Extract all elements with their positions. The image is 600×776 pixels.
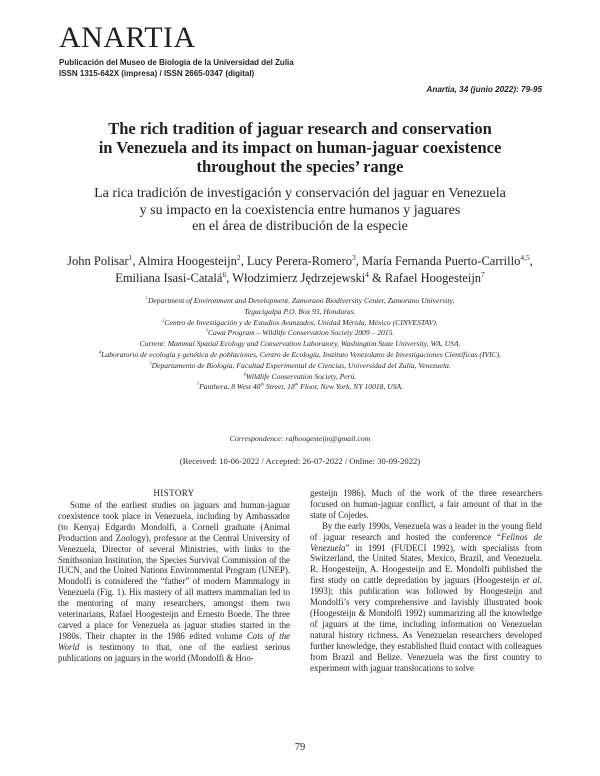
affil-number: 1 [145,295,148,301]
author-affil-mark: 6 [222,269,227,279]
publisher-line: Publicación del Museo de Biología de la Universidad del Zulia [59,58,294,67]
affiliation [40,361,560,372]
affiliation [40,318,560,329]
author-affil-mark: 1 [128,252,133,262]
author-name: Emiliana Isasi-Catalá [115,271,223,285]
author-name: John Polisar [67,254,129,268]
publisher-block [59,57,294,79]
paragraph [58,500,290,664]
affiliation [40,307,560,318]
affiliation [40,372,560,383]
affil-number: 3 [205,327,208,333]
author-affil-mark: 2 [236,252,241,262]
affil-text: Laboratorio de ecología y genética de poblaciones, Centro de Ecología, Instituto Venezolano de Investigaciones Científicas (IVIC). [101,349,502,359]
article-title [60,119,540,176]
affil-text: Centro de Investigación y de Estudios Avanzados, Unidad Mérida, México (CINVESTAV). [164,317,438,327]
affil-text: Departamento de Biología, Facultad Experimental de Ciencias, Universidad del Zulia, Venezuela. [151,360,451,370]
paragraph-text: is testimony to that, one of the earliest serious publications on jaguars in the world (Mondolfi & Hoo- [58,641,290,663]
body-column-left [58,500,290,664]
subtitle-line: en el área de distribución de la especie [192,219,408,234]
affil-text: Street, 18 [264,382,295,392]
author-sep: , [529,254,533,268]
affil-number: 6 [243,371,246,377]
author-line [50,270,550,287]
page-number: 79 [294,742,306,753]
title-line: throughout the species’ range [196,157,404,176]
author-name: , Almira Hoogesteijn [132,254,237,268]
citation: Anartia, 34 (junio 2022): 79-95 [426,85,542,94]
paragraph-text: 1993); this publication was followed by Hoogesteijn and Mondolfi’s very comprehensive and lavishly illustrated book (Hoogesteijn & Mondolfi 1992) summarizing all the knowledge of jaguars at the time, including information on Venezuelan natural history richness. As Venezuelan researchers developed further knowledge, they established fluid contact with colleagues from Brazil and Belize. Venezuela was the first country to experiment with jaguar translocations to solve [310,586,542,673]
journal-name: ANARTIA [59,21,196,54]
affiliation [40,328,560,339]
author-name: & Rafael Hoogesteijn [368,271,482,285]
author-list [50,253,550,287]
author-affil-mark: 4 [365,269,369,279]
affil-text: Cawa Program – Wildlife Conservation Society 2009 – 2015. [207,328,395,338]
affil-ordinal: th [260,381,265,387]
et-al: et al. [522,575,542,586]
author-name: , María Fernanda Puerto-Carrillo [355,254,521,268]
author-affil-mark: 3 [352,252,356,262]
affil-number: 4 [98,349,102,355]
author-affil-mark: 4,5 [520,252,530,262]
affil-text: Current: Mammal Spatial Ecology and Conservation Laboratory, Washington State University, WA, USA. [139,339,461,349]
affil-text: Wildlife Conservation Society, Perú. [245,371,357,381]
subtitle-line: La rica tradición de investigación y conservación del jaguar en Venezuela [94,186,506,201]
conference-title: Felinos de Venezuela [310,531,543,553]
affiliation [40,382,560,393]
issn-line: ISSN 1315-642X (impresa) / ISSN 2665-0347 (digital) [59,69,255,78]
paragraph: gesteijn 1986). Much of the work of the three researchers focused on human-jaguar conflict, a fair amount of that in the state of Cojedes. [310,488,542,520]
author-name: , Włodzimierz Jędrzejewski [226,271,366,285]
paragraph-text: ” in 1991 (FUDECI 1992), with specialists from Switzerland, the United States, Mexico, Brazil, and Venezuela. R. Hoogesteijn, A. Hoogesteijn and E. Mondolfi published the first study on cattle depredation by jaguars (Hoogesteijn [310,542,542,586]
affil-number: 2 [162,317,165,323]
affiliation [40,350,560,361]
subtitle-line: y su impacto en la coexistencia entre humanos y jaguares [139,202,461,218]
section-heading: HISTORY [153,488,195,498]
paragraph [310,521,542,674]
body-column-right [310,488,542,673]
book-title: Cats of the World [58,630,290,652]
submission-dates: (Received: 10-06-2022 / Accepted: 26-07-2022 / Online: 30-09-2022) [179,456,421,466]
title-line: in Venezuela and its impact on human-jaguar coexistence [98,138,502,157]
affil-text: Floor, New York, NY 10018, USA. [298,382,404,392]
affiliations [40,296,560,393]
paragraph-text: Some of the earliest studies on jaguars and human-jaguar coexistence took place in Venezuela, including by Ambassador (to Kenya) Edgardo Mondolfi, a Cornell graduate (Animal Production and Zoology), professor at the Central University of Venezuela, Director of several Ministries, with links to the Smithsonian Institution, the Species Survival Commission of the IUCN, and the United Nations Environmental Program (UNEP). Mondolfi is considered the “father” of modern Mammalogy in Venezuela (Fig. 1). His mastery of all matters mammalian led to the mentoring of many researchers, amongst them two veterinarians, Rafael Hoogesteijn and Ernesto Boede. The three carved a place for Venezuela as jaguar studies started in the 1980s. Their chapter in the 1986 edited volume [58,500,290,641]
author-name: , Lucy Perera-Romero [240,254,353,268]
affil-number: 7 [196,381,200,387]
title-line: The rich tradition of jaguar research and conservation [108,119,492,138]
affiliation [40,339,560,350]
author-line [50,253,550,270]
paragraph-text: By the early 1990s, Venezuela was a leader in the young field of jaguar research and hosted the conference “ [310,520,542,542]
affil-text: Panthera, 8 West 40 [199,382,261,392]
correspondence: Correspondence: rafhoogesteijn@gmail.com [229,434,371,443]
affil-number: 5 [149,360,152,366]
affil-text: Department of Environment and Development, Zamorano Biodiversity Center, Zamorano University, [147,296,455,305]
spanish-title [60,186,540,236]
affil-text: Tegucigalpa P.O. Box 93, Honduras. [244,306,356,316]
affiliation [40,296,560,307]
affil-ordinal: th [294,381,299,387]
author-affil-mark: 7 [481,269,485,279]
